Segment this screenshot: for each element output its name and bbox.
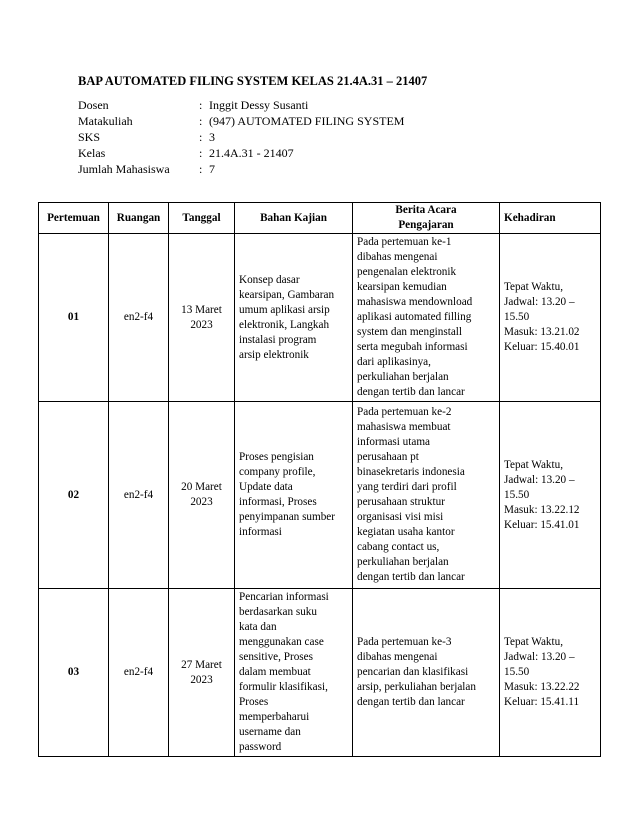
cell-berita-acara: Pada pertemuan ke-2 mahasiswa membuat informasi utama perusahaan pt binasekretaris indonesia yang terdiri dari profil perusahaan struktur organisasi visi misi kegiatan usaha kantor cabang contact us, perkuliahan berjalan dengan tertib dan lancar bbox=[353, 402, 500, 589]
info-row-matakuliah bbox=[78, 113, 404, 129]
header-ruangan: Ruangan bbox=[109, 203, 169, 234]
info-row-dosen bbox=[78, 97, 404, 113]
info-row-sks bbox=[78, 129, 404, 145]
table-header-row bbox=[39, 203, 601, 234]
cell-ruangan: en2-f4 bbox=[109, 234, 169, 402]
header-tanggal: Tanggal bbox=[169, 203, 235, 234]
cell-kehadiran: Tepat Waktu, Jadwal: 13.20 – 15.50 Masuk: 13.21.02 Keluar: 15.40.01 bbox=[500, 234, 601, 402]
table-row bbox=[39, 234, 601, 402]
cell-pertemuan: 03 bbox=[39, 589, 109, 757]
cell-tanggal: 27 Maret 2023 bbox=[169, 589, 235, 757]
header-pertemuan: Pertemuan bbox=[39, 203, 109, 234]
cell-ruangan: en2-f4 bbox=[109, 402, 169, 589]
cell-berita-acara: Pada pertemuan ke-3 dibahas mengenai pencarian dan klasifikasi arsip, perkuliahan berjalan dengan tertib dan lancar bbox=[353, 589, 500, 757]
info-label: SKS bbox=[78, 130, 101, 144]
cell-tanggal: 20 Maret 2023 bbox=[169, 402, 235, 589]
cell-pertemuan: 02 bbox=[39, 402, 109, 589]
info-row-kelas bbox=[78, 145, 404, 161]
info-separator: : bbox=[199, 162, 203, 176]
cell-tanggal: 13 Maret 2023 bbox=[169, 234, 235, 402]
header-bahan-kajian: Bahan Kajian bbox=[235, 203, 353, 234]
info-separator: : bbox=[199, 130, 203, 144]
header-berita-acara: Berita Acara Pengajaran bbox=[353, 203, 500, 234]
course-info bbox=[78, 97, 404, 177]
info-label: Jumlah Mahasiswa bbox=[78, 162, 170, 176]
cell-bahan-kajian: Proses pengisian company profile, Update data informasi, Proses penyimpanan sumber informasi bbox=[235, 402, 353, 589]
info-value: 21.4A.31 - 21407 bbox=[209, 146, 294, 160]
info-value: 7 bbox=[209, 162, 215, 176]
cell-bahan-kajian: Pencarian informasi berdasarkan suku kata dan menggunakan case sensitive, Proses dalam membuat formulir klasifikasi, Proses memperbaharui username dan password bbox=[235, 589, 353, 757]
cell-bahan-kajian: Konsep dasar kearsipan, Gambaran umum aplikasi arsip elektronik, Langkah instalasi program arsip elektronik bbox=[235, 234, 353, 402]
cell-kehadiran: Tepat Waktu, Jadwal: 13.20 – 15.50 Masuk: 13.22.22 Keluar: 15.41.11 bbox=[500, 589, 601, 757]
cell-berita-acara: Pada pertemuan ke-1 dibahas mengenai pengenalan elektronik kearsipan kemudian mahasiswa mendownload aplikasi automated filling system dan menginstall serta megubah informasi dari aplikasinya, perkuliahan berjalan dengan tertib dan lancar bbox=[353, 234, 500, 402]
info-separator: : bbox=[199, 114, 203, 128]
info-label: Kelas bbox=[78, 146, 106, 160]
info-row-jumlah-mahasiswa bbox=[78, 161, 404, 177]
table-row bbox=[39, 402, 601, 589]
cell-pertemuan: 01 bbox=[39, 234, 109, 402]
info-separator: : bbox=[199, 98, 203, 112]
info-value: 3 bbox=[209, 130, 215, 144]
info-label: Dosen bbox=[78, 98, 109, 112]
info-value: Inggit Dessy Susanti bbox=[209, 98, 309, 112]
cell-kehadiran: Tepat Waktu, Jadwal: 13.20 – 15.50 Masuk: 13.22.12 Keluar: 15.41.01 bbox=[500, 402, 601, 589]
info-label: Matakuliah bbox=[78, 114, 133, 128]
info-separator: : bbox=[199, 146, 203, 160]
info-value: (947) AUTOMATED FILING SYSTEM bbox=[209, 114, 405, 128]
header-kehadiran: Kehadiran bbox=[500, 203, 601, 234]
document-title: BAP AUTOMATED FILING SYSTEM KELAS 21.4A.31 – 21407 bbox=[78, 74, 428, 88]
table-row bbox=[39, 589, 601, 757]
cell-ruangan: en2-f4 bbox=[109, 589, 169, 757]
bap-table bbox=[38, 202, 601, 757]
